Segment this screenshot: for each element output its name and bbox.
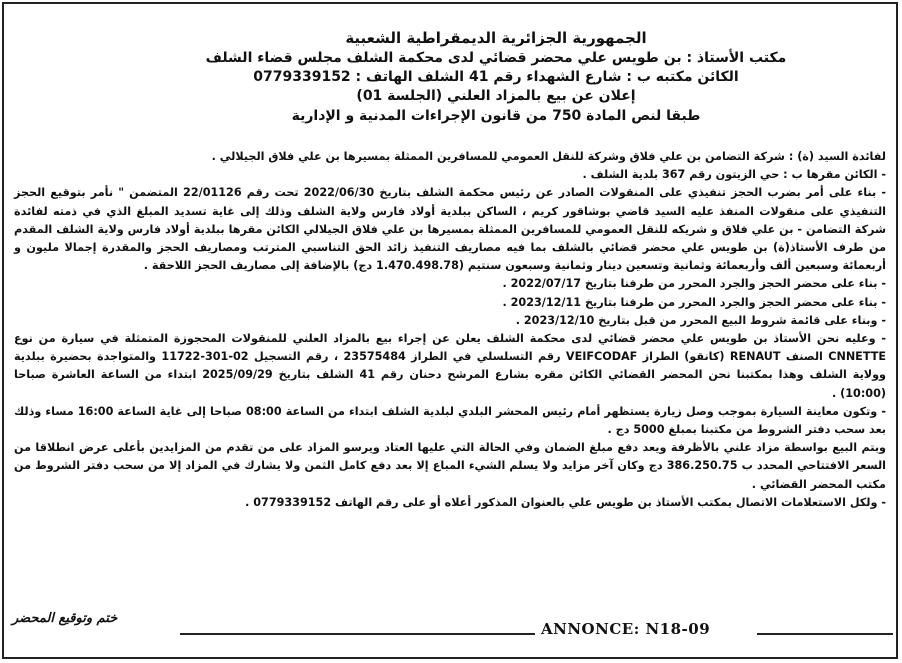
paragraph-seizure-order: - بناء على أمر بضرب الحجز تنفيذي على المنقولات الصادر عن رئيس محكمة الشلف بتاريخ 2022/06/30 تحت رقم 22/01126 المتضمن " نأمر بتوقيع الحجز التنفيذي على منقولات المنفذ عليه السيد قاضي بوشاقور كريم ، الساكن ببلدية أولاد فارس ولاية الشلف وذلك إلى غاية تسديد المبلغ الذي في ذمته لفائدة شركة التضامن - بن علي فلاق و شريكه للنقل العمومي للمسافرين الممثلة بمسيرها بن علي فلاق الجيلالي الكائن مقرها ببلدية أولاد فارس ولاية الشلف المقدم من طرف الأستاذ(ة) بن طويس علي محضر قضائي بالشلف بما فيه مصاريف التنفيذ زائد الحق التناسبي المترتب ومصاريف الحجز والمقدرة إجمالا مليون و أربعمائة وسبعين ألف وأربعمائة وثمانية وتسعين دينار وثمانية وسبعون سنتيم (1.470.498.78 دج) بالإضافة إلى مصاريف الحجز اللاحقة . [14,186,886,273]
signature-label: ختم وتوقيع المحضر [12,611,118,626]
paragraph-inspection: - وتكون معاينة السيارة بموجب وصل زيارة يستظهر أمام رئيس المحشر البلدي لبلدية الشلف ابتداء من الساعة 08:00 صباحا إلى غاية الساعة 16:00 مساء وذلك بعد سحب دفتر الشروط من مكتبنا بمبلغ 5000 دج . [14,404,886,437]
paragraph-sale-details: - وعليه نحن الأستاذ بن طويس علي محضر قضائي لدى محكمة الشلف يعلن عن إجراء بيع بالمزاد العلني للمنقولات المحجوزة المتمثلة في سيارة من نوع CNNETTE الصنف RENAUT (كانقو) الطراز VEIFCODAF رقم التسلسلي في الطراز 23575484 ، رقم التسجيل 02-301-11722 والمتواجدة بحضيرة ببلدية وولاية الشلف وهذا بمكتبنا نحن المحضر القضائي الكائن مقره بشارع المرشح دحنان رقم 41 الشلف بتاريخ 2025/09/29 ابتداء من الساعة العاشرة صباحا (10:00) . [14,332,887,400]
paragraph-contact: - ولكل الاستعلامات الاتصال بمكتب الأستاذ بن طويس علي بالعنوان المذكور أعلاه أو على رقم الهاتف 0779339152 . [245,495,886,509]
announcement-body [14,148,886,512]
paragraph-seizure-report-1: - بناء على محضر الحجز والجرد المحرر من طرفنا بتاريخ 2022/07/17 . [502,277,886,291]
footer-rule-right [757,633,893,635]
document-header [120,28,872,126]
paragraph-beneficiary: لفائدة السيد (ة) : شركة التضامن بن علي فلاق وشركة للنقل العمومي للمسافرين الممثلة بمسيرها بن علي فلاق الجيلالي . [211,150,886,163]
paragraph-address: - الكائن مقرها ب : حي الزيتون رقم 367 بلدية الشلف . [582,168,886,182]
paragraph-seizure-report-2: - بناء على محضر الحجز والجرد المحرر من طرفنا بتاريخ 2023/12/11 . [502,295,886,309]
address-line: الكائن مكتبه ب : شارع الشهداء رقم 41 الشلف الهاتف : 0779339152 [253,69,739,85]
annonce-number: ANNONCE: N18-09 [541,620,711,638]
announcement-title: إعلان عن بيع بالمزاد العلني (الجلسة 01) [356,88,636,104]
office-line: مكتب الأستاذ : بن طويس علي محضر قضائي لدى محكمة الشلف مجلس قضاء الشلف [205,50,787,66]
republic-title: الجمهورية الجزائرية الديمقراطية الشعبية [345,29,647,47]
paragraph-auction-terms: وبتم البيع بواسطة مزاد علني بالأظرفة ويعد دفع مبلغ الضمان وفي الحالة التي عليها العتاد ويرسو المزاد على من تقدم من المزايدين بأعلى عرض انطلاقا من السعر الافتتاحي المحدد ب 386.250.75 دج وكان آخر مزايد ولا يسلم الشيء المباع إلا بعد دفع كامل الثمن ولا يشارك في المزاد إلا من سحب دفتر الشروط من مكتب المحضر القضائي . [14,441,886,491]
footer-rule-left [180,633,535,635]
legal-basis: طبقا لنص المادة 750 من قانون الإجراءات المدنية و الإدارية [291,108,701,124]
paragraph-conditions-list: - وبناء على قائمة شروط البيع المحرر من قبل بتاريخ 2023/12/10 . [515,313,886,327]
